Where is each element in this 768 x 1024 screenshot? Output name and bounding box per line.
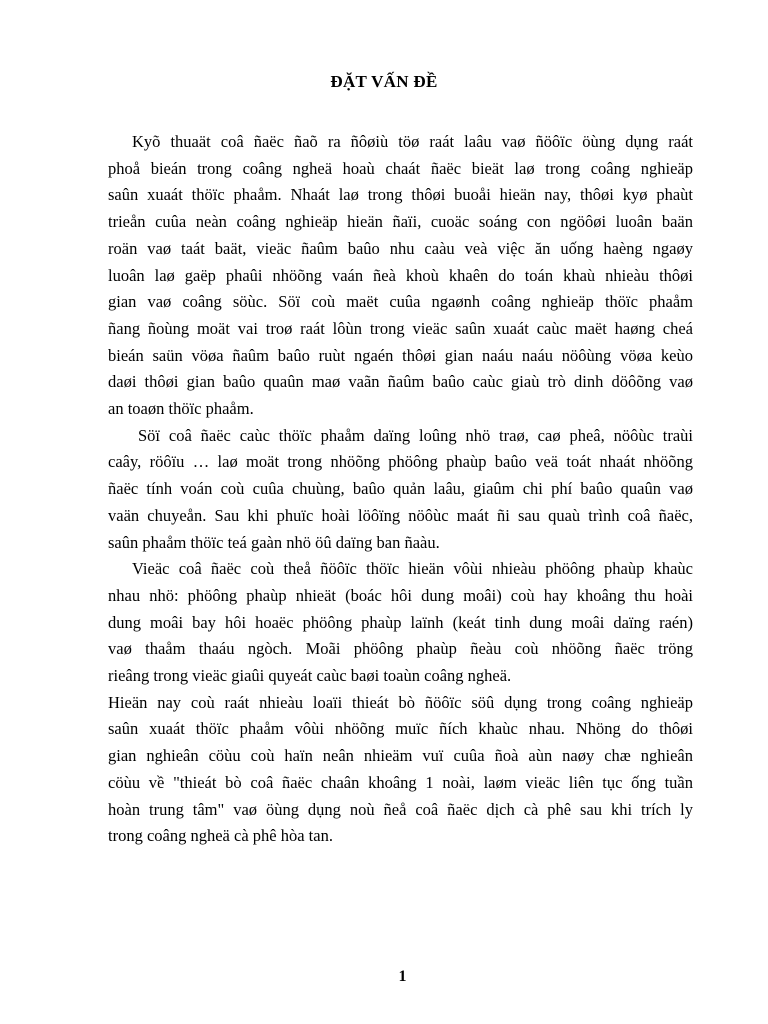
text-line: vaän chuyeån. Sau khi phuïc hoài löôïng nöôùc maát ñi sau quaù trình coâ ñaëc, <box>108 505 693 525</box>
text-line: gian nghieân cöùu coù haïn neân nhieäm vuï cuûa ñoà aùn naøy chæ nghieân <box>108 746 693 766</box>
text-line: hoàn trung tâm" vaø öùng dụng noù ñeå coâ ñaëc dịch cà phê sau khi trích ly <box>108 799 693 819</box>
paragraph-2 <box>108 423 693 557</box>
text-line: luoân laø gaëp phaûi nhöõng vaán ñeà khoù khaên do toán khaù nhieàu thôøi <box>108 265 693 285</box>
text-line: roän vaø taát baät, vieäc ñaûm baûo nhu caàu veà việc ăn uống haèng ngaøy <box>108 238 693 258</box>
text-line: ñang ñoùng moät vai troø raát lôùn trong vieäc saûn xuaát caùc maët haøng cheá <box>108 318 693 338</box>
text-line: phoå bieán trong coâng ngheä hoaù chaát ñaëc bieät laø trong coâng nghieäp <box>108 158 693 178</box>
text-line: saûn xuaát thöïc phaåm. Nhaát laø trong thôøi buoåi hieän nay, thôøi kyø phaùt <box>108 185 693 205</box>
text-line: vaø thaåm thaáu ngòch. Moãi phöông phaùp ñeàu coù nhöõng ñaëc tröng <box>108 639 693 659</box>
paragraph-1 <box>108 129 693 423</box>
page-title: ĐẶT VẤN ĐỀ <box>330 72 438 91</box>
text-line: saûn phaåm thöïc teá gaàn nhö öû daïng ban ñaàu. <box>108 532 440 552</box>
text-line: saûn xuaát thöïc phaåm vôùi nhöõng muïc ñích khaùc nhau. Nhöng do thôøi <box>108 719 693 739</box>
document-body <box>108 129 693 850</box>
paragraph-4 <box>108 690 693 850</box>
text-line: daøi thôøi gian baûo quaûn maø vaãn ñaûm baûo caùc giaù trò dinh döôõng vaø <box>108 372 693 392</box>
text-line: cöùu về "thieát bò coâ ñaëc chaân khoâng 1 noài, laøm vieäc liên tục ống tuần <box>108 772 693 792</box>
text-line: an toaøn thöïc phaåm. <box>108 399 254 419</box>
text-line: ñaëc tính voán coù cuûa chuùng, baûo quản laâu, giaûm chi phí baûo quaûn vaø <box>108 479 693 499</box>
text-line: rieâng trong vieäc giaûi quyeát caùc baøi toaùn coâng ngheä. <box>108 666 512 686</box>
paragraph-3 <box>108 556 693 690</box>
text-line: Hieän nay coù raát nhieàu loaïi thieát bò ñöôïc söû dụng trong coâng nghieäp <box>108 692 693 712</box>
page-number: 1 <box>398 968 407 985</box>
text-line: trong coâng ngheä cà phê hòa tan. <box>108 826 333 846</box>
text-line: trieån cuûa neàn coâng nghieäp hieän ñaïi, cuoäc soáng con ngöôøi luoân baän <box>108 212 693 232</box>
text-line: nhau nhö: phöông phaùp nhieät (boác hôi dung moâi) coù hay khoâng thu hoài <box>108 585 693 605</box>
text-line: caây, röôïu … laø moät trong nhöõng phöông phaùp baûo veä toát nhaát nhöõng <box>108 452 693 472</box>
text-line: dung moâi bay hôi hoaëc phöông phaùp laïnh (keát tinh dung moâi daïng raén) <box>108 612 693 632</box>
text-line: Söï coâ ñaëc caùc thöïc phaåm daïng loûng nhö traø, caø pheâ, nöôùc traùi <box>138 425 693 445</box>
text-line: Kyõ thuaät coâ ñaëc ñaõ ra ñôøiù töø raát laâu vaø ñöôïc öùng dụng raát <box>132 132 693 151</box>
text-line: Vieäc coâ ñaëc coù theå ñöôïc thöïc hieän vôùi nhieàu phöông phaùp khaùc <box>132 559 693 579</box>
text-line: bieán saün vöøa ñaûm baûo ruùt ngaén thôøi gian naáu naáu nöôùng vöøa keùo <box>108 345 693 365</box>
text-line: gian vaø coâng söùc. Söï coù maët cuûa ngaønh coâng nghieäp thöïc phaåm <box>108 292 693 312</box>
